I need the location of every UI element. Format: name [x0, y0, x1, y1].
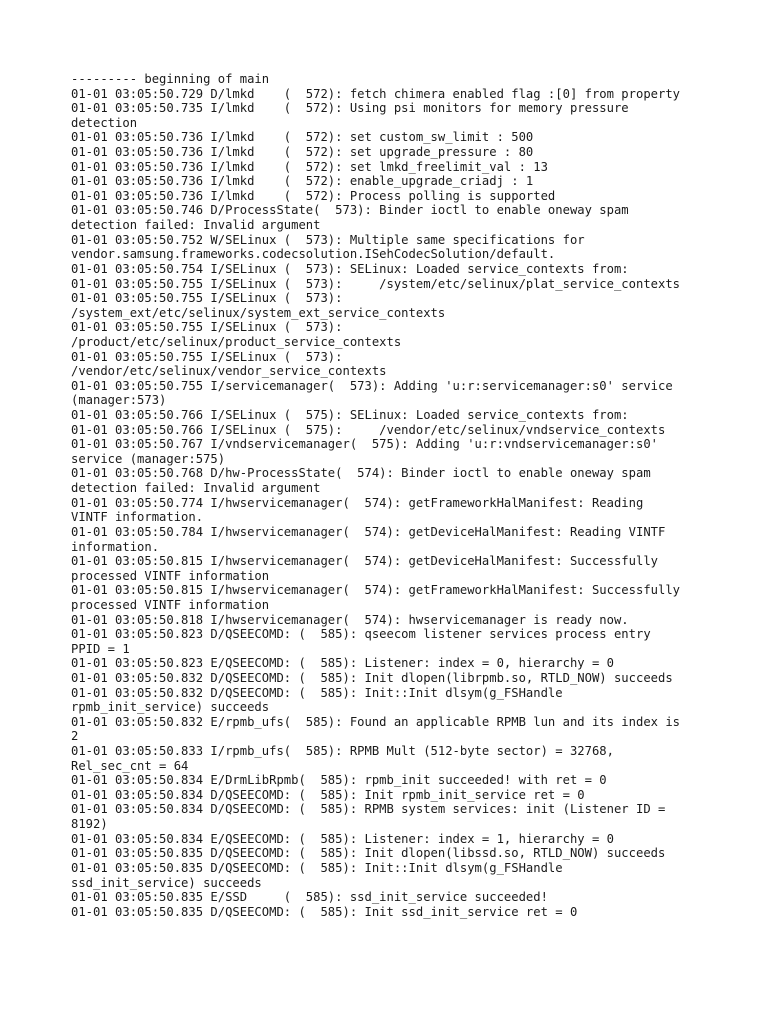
- log-line: 01-01 03:05:50.832 D/QSEECOMD: ( 585): Init dlopen(librpmb.so, RTLD_NOW) succeeds: [71, 670, 673, 685]
- log-line: 01-01 03:05:50.736 I/lmkd ( 572): set upgrade_pressure : 80: [71, 145, 534, 160]
- log-line: 01-01 03:05:50.823 E/QSEECOMD: ( 585): Listener: index = 0, hierarchy = 0: [71, 656, 614, 671]
- log-line: 01-01 03:05:50.815 I/hwservicemanager( 574): getDeviceHalManifest: Successfully: [71, 554, 658, 569]
- log-line: detection failed: Invalid argument: [71, 218, 321, 233]
- log-line: detection: [71, 115, 138, 130]
- log-text-block: [71, 72, 711, 919]
- log-line: VINTF information.: [71, 510, 204, 525]
- log-line: rpmb_init_service) succeeds: [71, 700, 270, 715]
- log-line: detection failed: Invalid argument: [71, 481, 321, 496]
- log-line: 01-01 03:05:50.766 I/SELinux ( 575): /vendor/etc/selinux/vndservice_contexts: [71, 422, 666, 437]
- log-line: 2: [71, 729, 79, 744]
- log-line: 01-01 03:05:50.834 E/DrmLibRpmb( 585): rpmb_init succeeded! with ret = 0: [71, 773, 607, 788]
- log-line: (manager:573): [71, 393, 167, 408]
- log-line: 01-01 03:05:50.832 E/rpmb_ufs( 585): Found an applicable RPMB lun and its index is: [71, 714, 681, 729]
- log-line: 01-01 03:05:50.835 D/QSEECOMD: ( 585): Init ssd_init_service ret = 0: [71, 904, 578, 919]
- log-line: 01-01 03:05:50.755 I/servicemanager( 573): Adding 'u:r:servicemanager:s0' service: [71, 378, 673, 393]
- log-line: ssd_init_service) succeeds: [71, 875, 262, 890]
- log-line: service (manager:575): [71, 451, 226, 466]
- log-line: 01-01 03:05:50.754 I/SELinux ( 573): SELinux: Loaded service_contexts from:: [71, 261, 629, 276]
- log-line: 01-01 03:05:50.818 I/hwservicemanager( 574): hwservicemanager is ready now.: [71, 612, 629, 627]
- log-line: 01-01 03:05:50.835 E/SSD ( 585): ssd_init_service succeeded!: [71, 890, 548, 905]
- log-line: 01-01 03:05:50.774 I/hwservicemanager( 574): getFrameworkHalManifest: Reading: [71, 495, 644, 510]
- log-line: 01-01 03:05:50.752 W/SELinux ( 573): Multiple same specifications for: [71, 232, 585, 247]
- log-line: 01-01 03:05:50.736 I/lmkd ( 572): set custom_sw_limit : 500: [71, 130, 534, 145]
- log-line: 01-01 03:05:50.735 I/lmkd ( 572): Using psi monitors for memory pressure: [71, 101, 629, 116]
- log-line: 01-01 03:05:50.766 I/SELinux ( 575): SELinux: Loaded service_contexts from:: [71, 408, 629, 423]
- log-line: 01-01 03:05:50.835 D/QSEECOMD: ( 585): Init dlopen(libssd.so, RTLD_NOW) succeeds: [71, 846, 666, 861]
- log-line: information.: [71, 539, 160, 554]
- log-line: /system_ext/etc/selinux/system_ext_service_contexts: [71, 305, 446, 320]
- log-line: 01-01 03:05:50.755 I/SELinux ( 573): /system/etc/selinux/plat_service_contexts: [71, 276, 681, 291]
- log-line: 01-01 03:05:50.736 I/lmkd ( 572): set lmkd_freelimit_val : 13: [71, 159, 548, 174]
- log-line: 01-01 03:05:50.736 I/lmkd ( 572): Process polling is supported: [71, 188, 556, 203]
- log-line: 01-01 03:05:50.746 D/ProcessState( 573): Binder ioctl to enable oneway spam: [71, 203, 629, 218]
- log-line: 8192): [71, 817, 108, 832]
- log-line: 01-01 03:05:50.755 I/SELinux ( 573):: [71, 349, 343, 364]
- log-line: --------- beginning of main: [71, 72, 270, 86]
- log-line: processed VINTF information: [71, 568, 270, 583]
- log-line: /vendor/etc/selinux/vendor_service_contexts: [71, 364, 387, 379]
- log-line: 01-01 03:05:50.768 D/hw-ProcessState( 574): Binder ioctl to enable oneway spam: [71, 466, 651, 481]
- log-line: 01-01 03:05:50.823 D/QSEECOMD: ( 585): qseecom listener services process entry: [71, 627, 651, 642]
- log-line: 01-01 03:05:50.834 D/QSEECOMD: ( 585): Init rpmb_init_service ret = 0: [71, 787, 585, 802]
- log-line: 01-01 03:05:50.835 D/QSEECOMD: ( 585): Init::Init dlsym(g_FSHandle: [71, 860, 563, 875]
- log-line: 01-01 03:05:50.755 I/SELinux ( 573):: [71, 291, 343, 306]
- log-line: vendor.samsung.frameworks.codecsolution.ISehCodecSolution/default.: [71, 247, 556, 262]
- log-line: 01-01 03:05:50.833 I/rpmb_ufs( 585): RPMB Mult (512-byte sector) = 32768,: [71, 744, 614, 759]
- log-line: 01-01 03:05:50.767 I/vndservicemanager( 575): Adding 'u:r:vndservicemanager:s0': [71, 437, 658, 452]
- log-line: 01-01 03:05:50.755 I/SELinux ( 573):: [71, 320, 343, 335]
- log-line: 01-01 03:05:50.834 E/QSEECOMD: ( 585): Listener: index = 1, hierarchy = 0: [71, 831, 614, 846]
- log-line: 01-01 03:05:50.832 D/QSEECOMD: ( 585): Init::Init dlsym(g_FSHandle: [71, 685, 563, 700]
- log-line: 01-01 03:05:50.815 I/hwservicemanager( 574): getFrameworkHalManifest: Successfully: [71, 583, 681, 598]
- log-line: /product/etc/selinux/product_service_contexts: [71, 334, 402, 349]
- log-line: 01-01 03:05:50.834 D/QSEECOMD: ( 585): RPMB system services: init (Listener ID =: [71, 802, 666, 817]
- log-line: 01-01 03:05:50.736 I/lmkd ( 572): enable_upgrade_criadj : 1: [71, 174, 534, 189]
- log-line: PPID = 1: [71, 641, 130, 656]
- log-line: processed VINTF information: [71, 597, 270, 612]
- log-line: Rel_sec_cnt = 64: [71, 758, 189, 773]
- log-line: 01-01 03:05:50.729 D/lmkd ( 572): fetch chimera enabled flag :[0] from property: [71, 86, 681, 101]
- log-line: 01-01 03:05:50.784 I/hwservicemanager( 574): getDeviceHalManifest: Reading VINTF: [71, 524, 666, 539]
